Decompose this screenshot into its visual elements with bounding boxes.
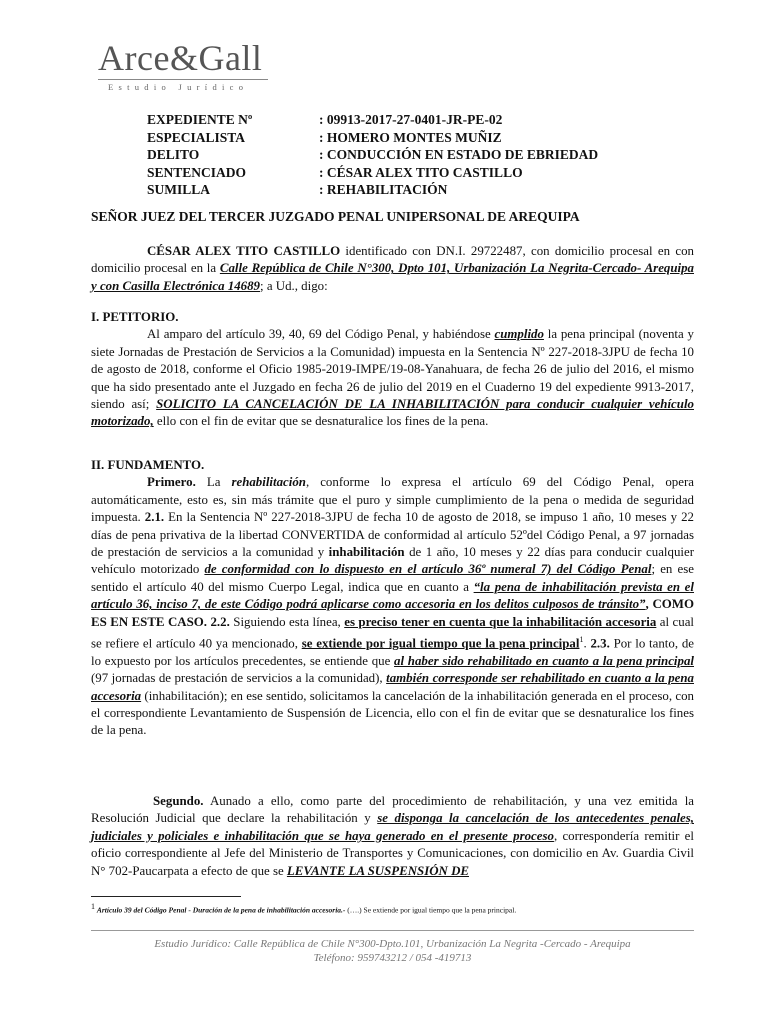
- emphasis: es preciso tener en cuenta que la inhabilitación accesoria: [344, 614, 657, 629]
- header-value: : REHABILITACIÓN: [319, 182, 448, 197]
- footnote-number: 1: [91, 902, 95, 911]
- intro-text: identificado con DN.I. 29722487, con domicilio procesal en con domicilio procesal en la: [91, 244, 694, 276]
- section-title: II. FUNDAMENTO.: [91, 458, 205, 472]
- point-label: Segundo.: [153, 794, 204, 808]
- emphasis: también corresponde ser rehabilitado en cuanto a la pena accesoria: [91, 671, 694, 703]
- header-row-sentenciado: [147, 164, 667, 182]
- header-label: DELITO: [147, 147, 200, 162]
- footnote-text: (….) Se extiende por igual tiempo que la pena principal.: [345, 905, 517, 915]
- text: La: [195, 475, 232, 490]
- point-label: 2.2.: [210, 614, 230, 629]
- emphasis: LEVANTE LA SUSPENSIÓN DE: [286, 863, 469, 878]
- text: Siguiendo esta línea,: [229, 614, 345, 629]
- emphasis: al haber sido rehabilitado en cuanto a la pena principal: [394, 653, 694, 668]
- header-value: : CONDUCCIÓN EN ESTADO DE EBRIEDAD: [319, 147, 599, 162]
- fundamento-paragraph: [91, 474, 694, 739]
- text: Por lo tanto, de lo expuesto por los artículos precedentes, se entiende que: [91, 636, 694, 668]
- logo-name: Arce&Gall: [98, 38, 263, 78]
- header-label: SUMILLA: [147, 182, 211, 197]
- petitioner-name: CÉSAR ALEX TITO CASTILLO: [147, 244, 341, 258]
- petitorio-paragraph: [91, 326, 694, 430]
- section-title: I. PETITORIO.: [91, 310, 179, 324]
- footnote-divider: [91, 896, 241, 897]
- header-value: : CÉSAR ALEX TITO CASTILLO: [319, 164, 523, 180]
- footer-address: Estudio Jurídico: Calle República de Chile N°300-Dpto.101, Urbanización La Negrita -Cercado - Arequipa: [154, 938, 631, 950]
- point-label: 2.3.: [590, 636, 610, 651]
- emphasis: de conformidad con lo dispuesto en el artículo 36º numeral 7) del Código Penal: [204, 562, 652, 577]
- firm-logo: [98, 38, 273, 92]
- text: de 1 año, 10 meses y 22 días para conducir cualquier vehículo motorizado: [91, 545, 694, 577]
- emphasis: cumplido: [494, 327, 544, 342]
- intro-text-end: ; a Ud., digo:: [260, 278, 328, 293]
- emphasis: inhabilitación: [328, 545, 405, 560]
- header-label: EXPEDIENTE Nº: [147, 112, 253, 127]
- text: En la Sentencia Nº 227-2018-3JPU de fecha 10 de agosto de 2018, se impuso 1 año, 10 meses y 22 días de pena privativa de la libertad CONVERTIDA de conformidad al artículo 52ºdel Código Penal, a 97 jornadas de prestación de servicios a la comunidad y: [91, 510, 694, 560]
- text: ; en ese sentido el artículo 40 del mismo Cuerpo Legal, indica que en cuanto a: [91, 562, 694, 594]
- point-label: 2.1.: [144, 510, 165, 525]
- footnote-marker: 1: [579, 635, 584, 645]
- emphasis: se extiende por igual tiempo que la pena principal: [301, 636, 580, 651]
- header-row-sumilla: [147, 181, 667, 199]
- text: Aunado a ello, como parte del procedimiento de rehabilitación, y una vez emitida la Resolución Judicial que declare la rehabilitación y: [91, 794, 694, 826]
- intro-paragraph: [91, 243, 694, 295]
- header-value: : HOMERO MONTES MUÑIZ: [319, 129, 502, 145]
- text: , conforme lo expresa el artículo 69 del Código Penal, opera automáticamente, esto es, sin más trámite que el puro y simple cumplimiento de la pena o medida de seguridad impuesta.: [91, 475, 694, 525]
- addressee: SEÑOR JUEZ DEL TERCER JUZGADO PENAL UNIPERSONAL DE AREQUIPA: [91, 209, 580, 224]
- logo-divider: [98, 79, 268, 80]
- fundamento-section: [91, 457, 694, 740]
- footnote-title: Artículo 39 del Código Penal - Duración de la pena de inhabilitación accesoria.-: [96, 905, 346, 915]
- case-header: [147, 111, 667, 199]
- text: , correspondería remitir el oficio correspondiente al Jefe del Ministerio de Transportes y Comunicaciones, con domicilio en Av. Guardia Civil N° 702-Paucarpata a efecto de que se: [91, 828, 694, 878]
- legal-quote: “la pena de inhabilitación prevista en el artículo 36, inciso 7, de este Código podrá aplicarse como accesoria en los delitos culposos de tránsito”: [91, 579, 694, 612]
- segundo-paragraph: [91, 793, 694, 880]
- footer-divider: [91, 930, 694, 931]
- point-label: Primero.: [147, 475, 196, 490]
- emphasis: se disponga la cancelación de los antecedentes penales, judiciales y policiales e inhabilitación que se haya generado en el presente proceso: [91, 811, 694, 843]
- text: (inhabilitación); en ese sentido, solicitamos la cancelación de la inhabilitación generada en el proceso, con el correspondiente Levantamiento de Suspensión de Licencia, ello con el fin de evitar que se desnaturalice los fines de la pena.: [91, 688, 694, 738]
- text: Al amparo del artículo 39, 40, 69 del Código Penal, y habiéndose: [147, 327, 495, 342]
- header-row-delito: [147, 146, 667, 164]
- request-statement: SOLICITO LA CANCELACIÓN DE LA INHABILITACIÓN para conducir cualquier vehículo motorizado,: [91, 397, 694, 429]
- text: ello con el fin de evitar que se desnaturalice los fines de la pena.: [153, 414, 489, 429]
- header-row-especialista: [147, 129, 667, 147]
- text: la pena principal (noventa y siete Jornadas de Prestación de Servicios a la Comunidad) impuesta en la Sentencia Nº 227-2018-3JPU de fecha 10 de agosto de 2018, conforme el Oficio 1985-2019-IMPE/19-08-Yanahuara, de fecha 26 de julio del 2016, el mismo que ha sido presentado ante el Juzgado en fecha 26 de julio del 2019 en el Cuaderno 19 del expediente 9913-2017, siendo así;: [91, 327, 694, 412]
- header-label: SENTENCIADO: [147, 164, 247, 180]
- text: (97 jornadas de prestación de servicios a la comunidad),: [91, 671, 387, 686]
- logo-subtitle: Estudio Jurídico: [108, 82, 249, 92]
- petitorio-section: [91, 309, 694, 431]
- text: .: [583, 636, 591, 651]
- page-footer: [91, 937, 694, 965]
- emphasis: rehabilitación: [231, 475, 306, 490]
- header-label: ESPECIALISTA: [147, 129, 246, 145]
- footnote: [91, 902, 694, 916]
- header-value: : 09913-2017-27-0401-JR-PE-02: [319, 112, 503, 127]
- text: al cual se refiere el artículo 40 ya mencionado,: [91, 614, 694, 651]
- procedural-address: Calle República de Chile N°300, Dpto 101, Urbanización La Negrita-Cercado- Arequipa y con Casilla Electrónica 14689: [91, 261, 694, 293]
- header-row-expediente: [147, 111, 667, 129]
- footer-phone: Teléfono: 959743212 / 054 -419713: [313, 952, 472, 964]
- emphasis: , COMO ES EN ESTE CASO.: [91, 597, 694, 629]
